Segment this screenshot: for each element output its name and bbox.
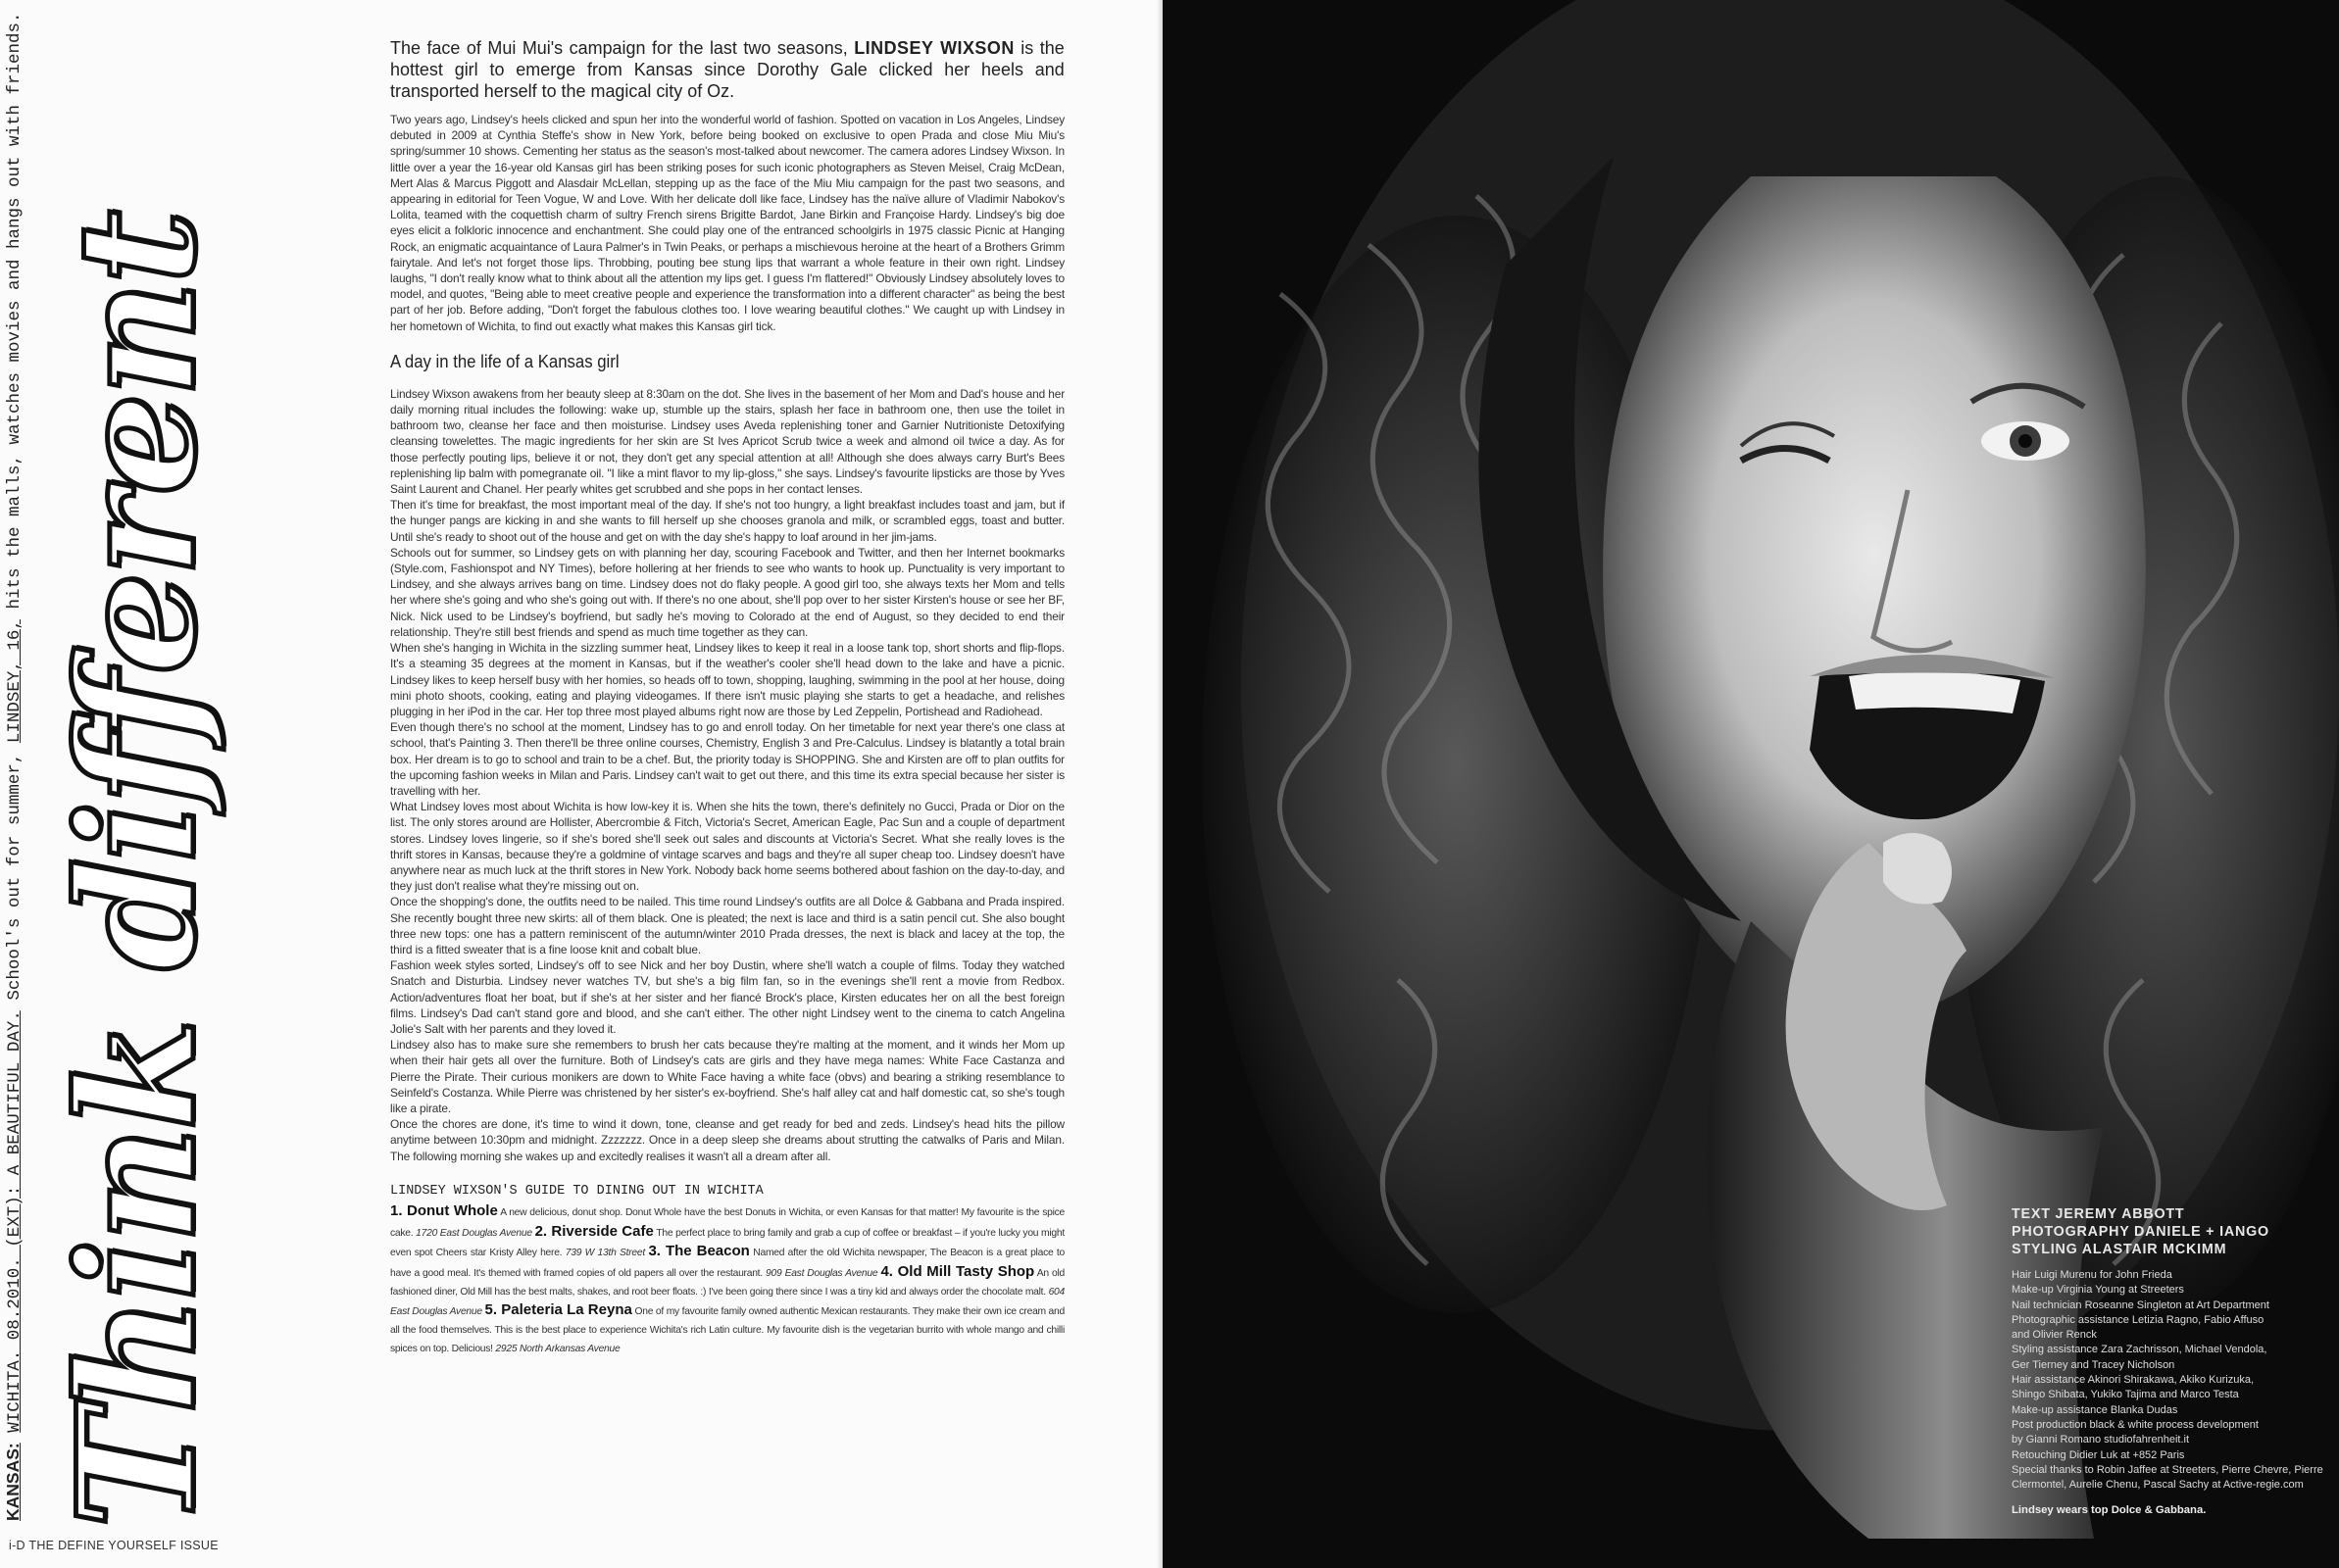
credit-line: Make-up assistance Blanka Dudas <box>2012 1403 2178 1416</box>
intro-name: LINDSEY WIXSON <box>854 37 1015 58</box>
guide-item-text: A new delicious, donut shop. Donut Whole have the best Donuts in Wichita, or even Kansas for that matter! My favourite is the spice cake. <box>390 1206 1066 1239</box>
paragraph: Even though there's no school at the moment, Lindsey has to go and enroll today. On her timetable for next year there's one class at school, that's Painting 3. Then there'll be three online courses, Chemistry, English 3 and Pre-Calculus. Lindsey is blatantly a total brain box. Her dream is to go to school and train to be a chef. But, the priority today is SHOPPING. She and Kirsten are off to plan outfits for the upcoming fashion weeks in Milan and Paris. Lindsey can't wait to get out there, and this time its extra special because her sister is travelling with her. <box>390 720 1065 798</box>
paragraph: Then it's time for breakfast, the most important meal of the day. If she's not too hungry, a light breakfast includes toast and jam, but if the hunger pangs are kicking in and she wants to fill herself up she chooses granola and milk, or scrambled eggs, toast and butter. Until she's ready to shoot out of the house and get on with the day she's happy to loaf around in her jim-jams. <box>390 498 1065 544</box>
credit-line: Styling assistance Zara Zachrisson, Michael Vendola, <box>2012 1344 2267 1356</box>
credit-line: Ger Tierney and Tracey Nicholson <box>2012 1358 2175 1371</box>
credit-line: Special thanks to Robin Jaffee at Streeters, Pierre Chevre, Pierre <box>2012 1463 2323 1476</box>
paragraph: Lindsey also has to make sure she remembers to brush her cats because they're malting at the moment, and it winds her Mom up when their hair gets all over the furniture. Both of Lindsey's cats are girls and they have mega names: White Face Castanza and Pierre the Pirate. Their curious monikers are down to White Face having a white face (obvs) and bearing a striking resemblance to Seinfeld's Costanza. While Pierre was christened by her sister's ex-boyfriend. She's half alley cat and half domestic cat, so she's tough like a pirate. <box>390 1038 1065 1115</box>
paragraph: Schools out for summer, so Lindsey gets on with planning her day, scouring Facebook and Twitter, and then her Internet bookmarks (Style.com, Fashionspot and NY Times), before hollering at her friends to see who wants to hook up. Punctuality is very important to Lindsey, and she always arrives bang on time. Lindsey does not do flaky people. A good girl too, she always texts her Mom and tells her where she's going and who she's going out with. If there's no one about, she'll pop over to her sister Kirsten's house or see her BF, Nick. Nick used to be Lindsey's boyfriend, but sadly he's moving to Colorado at the end of August, so they decided to end their relationship. They're still best friends and spend as much time together as they can. <box>390 545 1065 639</box>
guide-item-text: The perfect place to bring family and grab a cup of coffee or breakfast – if you're lucky you might even spot Cheers star Kristy Alley here. <box>390 1227 1065 1259</box>
credit-line: by Gianni Romano studiofahrenheit.it <box>2012 1434 2189 1446</box>
credit-heading: TEXT JEREMY ABBOTT <box>2012 1206 2185 1222</box>
photo-credits <box>2012 1205 2339 1493</box>
credit-line: and Olivier Renck <box>2012 1329 2097 1342</box>
guide-item-name: 5. Paleteria La Reyna <box>484 1301 632 1319</box>
dateline-location: WICHITA. 08.2010. (EXT): A BEAUTIFUL DAY. <box>5 1010 25 1433</box>
dateline <box>5 12 25 1521</box>
guide-item-name: 3. The Beacon <box>648 1243 750 1260</box>
credit-line: Post production black & white process development <box>2012 1418 2259 1431</box>
guide-item-address: 909 East Douglas Avenue <box>766 1267 878 1279</box>
dateline-kansas: KANSAS: <box>3 1443 23 1521</box>
credit-line: Shingo Shibata, Yukiko Tajima and Marco Testa <box>2012 1389 2239 1401</box>
guide-item-name: 1. Donut Whole <box>390 1201 498 1219</box>
intro-part-a: The face of Mui Mui's campaign for the last two seasons, <box>390 37 848 58</box>
paragraph: Lindsey Wixson awakens from her beauty sleep at 8:30am on the dot. She lives in the basement of her Mom and Dad's house and her daily morning ritual includes the following: wake up, stumble up the stairs, splash her face in bathroom one, then use the toilet in bathroom two, cleanse her face and then moisturise. Lindsey uses Aveda replenishing toner and Garnier Nutritioniste Detoxifying cleansing towelettes. The magic ingredients for her skin are St Ives Apricot Scrub twice a week and almond oil twice a day. As for those perfectly pouting lips, believe it or not, they don't get any special attention at all! Although she does always carry Burt's Bees replenishing lip balm with pomegranate oil. "I like a mint flavor to my lip-gloss," she says. Lindsey's favourite lipsticks are those by Yves Saint Laurent and Chanel. Her pearly whites get scrubbed and she pops in her contact lenses. <box>390 386 1065 497</box>
credit-line: Retouching Didier Luk at +852 Paris <box>2012 1448 2185 1461</box>
guide-item-text: Named after the old Wichita newspaper, The Beacon is a great place to have a good meal. It's themed with framed copies of old papers all over the restaurant. <box>390 1248 1065 1279</box>
credit-line: Photographic assistance Letizia Ragno, Fabio Affuso <box>2012 1313 2264 1326</box>
folio: i-D THE DEFINE YOURSELF ISSUE <box>9 1539 219 1552</box>
dining-guide <box>390 1202 1065 1359</box>
guide-item-name: 2. Riverside Cafe <box>534 1222 654 1240</box>
paragraph: When she's hanging in Wichita in the sizzling summer heat, Lindsey likes to keep it real in a loose tank top, short shorts and flip-flops. It's a steaming 35 degrees at the moment in Kansas, but if the weather's cooler she'll head down to the lake and have a picnic. Lindsey likes to keep herself busy with her homies, so heads off to town, shopping, laughing, swimming in the pool at her house, doing mini photo shoots, cooking, eating and playing videogames. If there isn't music playing she starts to get a headache, and relishes plugging in her iPod in the car. Her top three most played albums right now are those by Led Zeppelin, Portishead and Radiohead. <box>390 641 1065 718</box>
paragraph: What Lindsey loves most about Wichita is how low-key it is. When she hits the town, there's definitely no Gucci, Prada or Dior on the list. The only stores around are Hollister, Abercrombie & Fitch, Victoria's Secret, American Eagle, Pac Sun and a couple of department stores. Lindsey loves lingerie, so if she's bored she'll seek out sales and discounts at Victoria's Secret. What she really loves is the thrift stores in Kansas, because they're a goldmine of vintage scarves and bags and they're all super cheap too. Lindsey doesn't have anywhere near as much luck at the thrift stores in New York. Nobody back home seems bothered about fashion on the day-to-day, and they just don't realise what they're missing out on. <box>390 800 1065 894</box>
body-intro: Two years ago, Lindsey's heels clicked and spun her into the wonderful world of fashion. Spotted on vacation in Los Angeles, Lindsey debuted in 2009 at Cynthia Steffe's show in New York, before being booked on exclusive to open Prada and close Miu Miu's spring/summer 10 shows. Cementing her status as the season's most-talked about newcomer. The camera adores Lindsey Wixson. In little over a year the 16-year old Kansas girl has been striking poses for such iconic photographers as Steven Meisel, Craig McDean, Mert Alas & Marcus Piggott and Alasdair McLellan, stepping up as the face of the Miu Miu campaign for the past two seasons, and appearing in editorial for Teen Vogue, W and Love. With her delicate doll like face, Lindsey has the naïve allure of Vladimir Nabokov's Lolita, teamed with the coquettish charm of sultry French sirens Brigitte Bardot, Jane Birkin and Françoise Hardy. Lindsey's big doe eyes elicit a folkloric innocence and enchantment. She could play one of the entranced schoolgirls in 1975 classic Picnic at Hanging Rock, an enigmatic acquaintance of Laura Palmer's in Twin Peaks, or perhaps a mischievous heroine at the heart of a Brothers Grimm fairytale. And let's not forget those lips. Throbbing, pouting bee stung lips that warrant a whole feature in their own right. Lindsey laughs, "I don't really know what to think about all the attention my lips get. I guess I'm flattered!" Obviously Lindsey absolutely loves to model, and quotes, "Being able to meet creative people and experience the transformation into a different character" as being the best part of her job. Before adding, "Don't forget the fabulous clothes too. I love wearing beautiful clothes." We caught up with Lindsey in her hometown of Wichita, to find out exactly what makes this Kansas girl tick. <box>390 113 1065 333</box>
dateline-text-2: hits the malls, watches movies and hangs out with friends. <box>5 12 25 610</box>
intro-part-b: is the hottest girl to emerge from Kansas since Dorothy Gale clicked her heels and transported herself to the magical city of Oz. <box>390 37 1065 101</box>
guide-item-address: 604 East Douglas Avenue <box>390 1286 1065 1318</box>
paragraph: Once the shopping's done, the outfits need to be nailed. This time round Lindsey's outfits are all Dolce & Gabbana and Prada inspired. She recently bought three new skirts: all of them black. One is pleated; the next is lace and third is a satin pencil cut. She also bought three new tops: one has a pattern reminiscent of the autumn/winter 2010 Prada dresses, the next is black and lacey at the top, the third is a fitted sweater that is a fine loose knit and cobalt blue. <box>390 895 1065 956</box>
credit-heading: PHOTOGRAPHY DANIELE + IANGO <box>2012 1224 2269 1240</box>
paragraph: Fashion week styles sorted, Lindsey's off to see Nick and her boy Dustin, where she'll watch a couple of films. Today they watched Snatch and Disturbia. Lindsey never watches TV, but she's a big film fan, so in the evenings she'll rent a movie from Redbox. Action/adventures float her boat, but if she's at her sister and her fiancé Brock's place, Kirsten educates her on all the best foreign films. Lindsey's Dad can't stand gore and blood, and she can't either. The other night Lindsey went to the cinema to catch Angelina Jolie's Salt with her parents and they loved it. <box>390 958 1065 1036</box>
credit-line: Hair Luigi Murenu for John Frieda <box>2012 1269 2172 1281</box>
credit-heading: STYLING ALASTAIR MCKIMM <box>2012 1242 2227 1257</box>
left-page <box>0 0 1163 1568</box>
guide-item-text: One of my favourite family owned authentic Mexican restaurants. They make their own ice cream and all the food themselves. This is the best place to experience Wichita's rich Latin culture. My favourite dish is the vegetarian burrito with whole mango and chilli spices on top. Delicious! <box>390 1306 1065 1354</box>
credit-list <box>2012 1268 2339 1493</box>
subhead: A day in the life of a Kansas girl <box>390 351 620 371</box>
photo-caption: Lindsey wears top Dolce & Gabbana. <box>2012 1504 2207 1516</box>
guide-item-text: An old fashioned diner, Old Mill has the best malts, shakes, and root beer floats. :) I've been going there since I was a tiny kid and always order the chocolate malt. <box>390 1267 1065 1298</box>
paragraph: Once the chores are done, it's time to wind it down, tone, cleanse and get ready for bed and zeds. Lindsey's head hits the pillow anytime between 10:30pm and midnight. Zzzzzzz. Once in a deep sleep she dreams about strutting the catwalks of Paris and Milan. The following morning she wakes up and excitedly realises it wasn't all a dream after all. <box>390 1117 1065 1163</box>
dateline-text-1: School's out for summer, <box>5 753 25 1001</box>
guide-title: LINDSEY WIXSON'S GUIDE TO DINING OUT IN WICHITA <box>390 1183 764 1199</box>
intro-standfirst <box>390 37 1065 102</box>
article-column <box>390 37 1065 1358</box>
credit-line: Clermontel, Aurelie Chenu, Pascal Sachy at Active-regie.com <box>2012 1479 2304 1492</box>
credit-line: Hair assistance Akinori Shirakawa, Akiko Kurizuka, <box>2012 1374 2254 1387</box>
guide-item-name: 4. Old Mill Tasty Shop <box>880 1262 1035 1280</box>
headline: Think different <box>42 214 231 1529</box>
right-page <box>1163 0 2339 1568</box>
credit-line: Make-up Virginia Young at Streeters <box>2012 1284 2184 1297</box>
guide-item-address: 2925 North Arkansas Avenue <box>495 1343 621 1354</box>
dateline-name: LINDSEY, 16, <box>5 619 25 744</box>
credit-line: Nail technician Roseanne Singleton at Art Department <box>2012 1298 2269 1311</box>
guide-item-address: 739 W 13th Street <box>565 1248 645 1259</box>
guide-item-address: 1720 East Douglas Avenue <box>416 1227 532 1239</box>
